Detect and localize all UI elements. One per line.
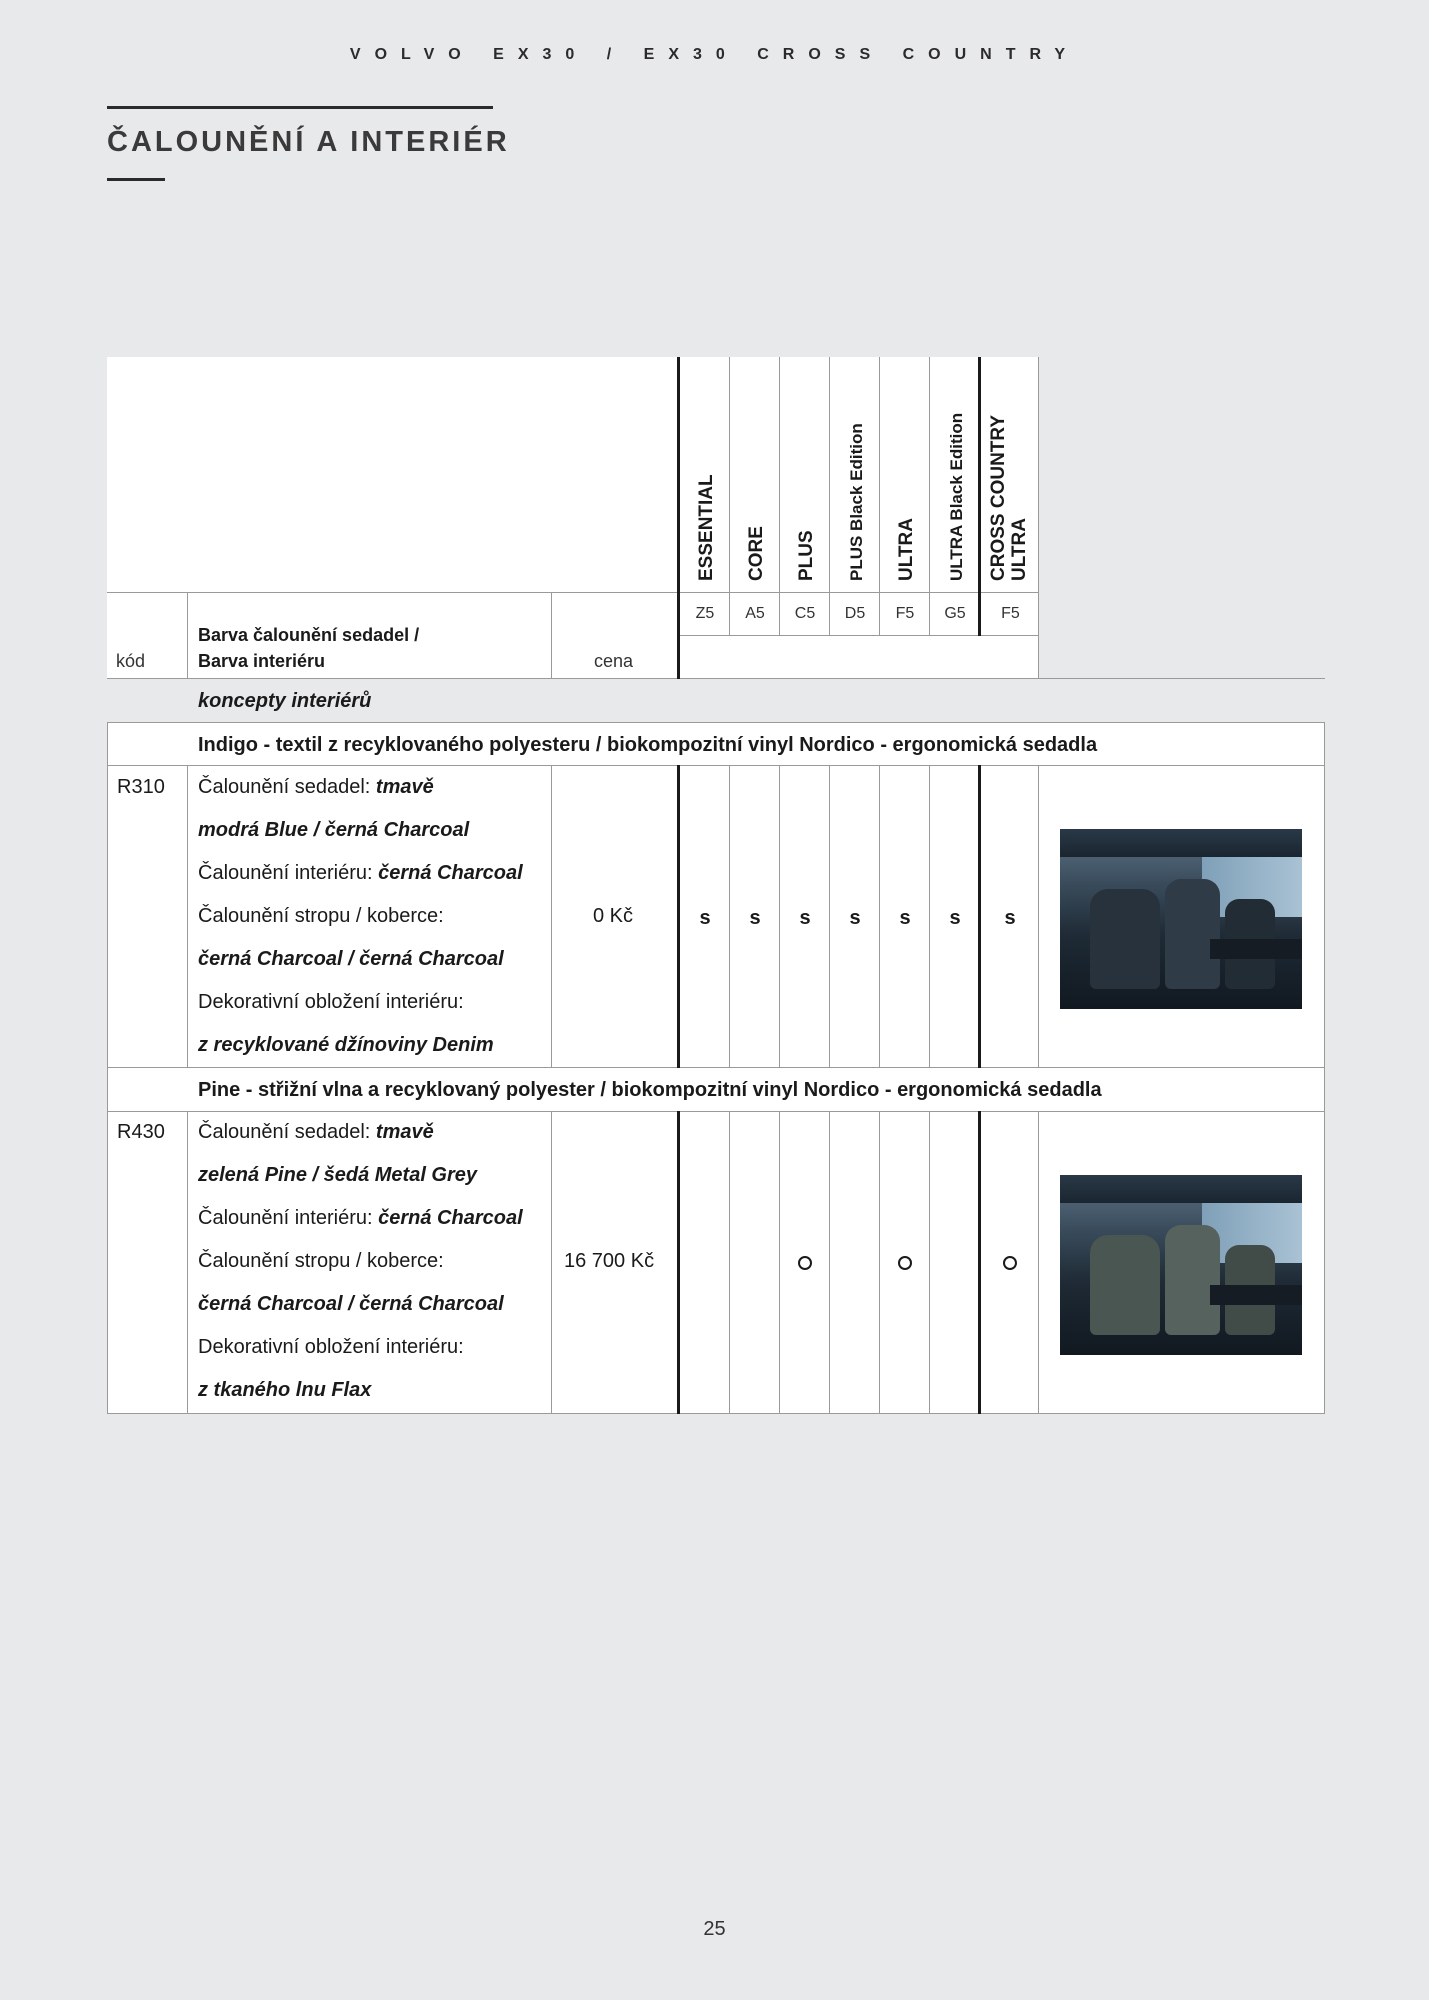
- row-price: 0 Kč: [593, 905, 634, 927]
- standard-mark: s: [949, 907, 961, 929]
- document-header: VOLVO EX30 / EX30 CROSS COUNTRY: [349, 46, 1080, 63]
- description-line: z recyklované džínoviny Denim: [198, 1034, 494, 1056]
- trim-header-ultra: ULTRA: [896, 518, 917, 581]
- trim-header-core: CORE: [746, 526, 767, 581]
- trim-code: D5: [844, 605, 866, 622]
- upholstery-table: [107, 357, 1325, 1414]
- row-code: R310: [117, 776, 165, 798]
- description-line: zelená Pine / šedá Metal Grey: [198, 1164, 478, 1186]
- column-header-code: kód: [116, 651, 146, 671]
- trim-header-plus-black-edition: PLUS Black Edition: [847, 423, 866, 581]
- description-line: černá Charcoal / černá Charcoal: [198, 1293, 504, 1315]
- description-line: černá Charcoal / černá Charcoal: [198, 948, 504, 970]
- section-label: koncepty interiérů: [198, 690, 372, 712]
- description-line: Čalounění sedadel: tmavě: [198, 1121, 434, 1143]
- trim-header-cross-country-ultra: CROSS COUNTRY ULTRA: [987, 414, 1030, 581]
- title-rule-bottom: [107, 178, 165, 181]
- description-line: Čalounění interiéru: černá Charcoal: [198, 1207, 523, 1229]
- standard-mark: s: [799, 907, 811, 929]
- page-title: ČALOUNĚNÍ A INTERIÉR: [107, 126, 510, 158]
- description-line: Dekorativní obložení interiéru:: [198, 1336, 464, 1358]
- standard-mark: s: [1004, 907, 1016, 929]
- optional-mark-circle: [1003, 1256, 1017, 1270]
- trim-code: G5: [944, 605, 966, 622]
- row-title: Indigo - textil z recyklovaného polyesteru / biokompozitní vinyl Nordico - ergonomická sedadla: [198, 734, 1098, 756]
- trim-header-plus: PLUS: [796, 530, 817, 581]
- optional-mark-circle: [798, 1256, 812, 1270]
- standard-mark: s: [699, 907, 711, 929]
- column-header-price: cena: [594, 651, 634, 671]
- row-price: 16 700 Kč: [564, 1250, 655, 1272]
- description-line: Dekorativní obložení interiéru:: [198, 991, 464, 1013]
- description-line: modrá Blue / černá Charcoal: [198, 819, 470, 841]
- trim-code: C5: [794, 605, 816, 622]
- page-number: 25: [703, 1918, 726, 1940]
- description-line: Čalounění stropu / koberce:: [198, 905, 444, 927]
- standard-mark: s: [749, 907, 761, 929]
- trim-code: F5: [1001, 605, 1020, 622]
- trim-code: A5: [745, 605, 765, 622]
- trim-code: Z5: [695, 605, 715, 622]
- standard-mark: s: [849, 907, 861, 929]
- description-line: Čalounění interiéru: černá Charcoal: [198, 862, 523, 884]
- column-header-color-line1: Barva čalounění sedadel /: [198, 625, 420, 645]
- row-title: Pine - střižní vlna a recyklovaný polyester / biokompozitní vinyl Nordico - ergonomická sedadla: [198, 1079, 1102, 1101]
- optional-mark-circle: [898, 1256, 912, 1270]
- standard-mark: s: [899, 907, 911, 929]
- description-line: Čalounění sedadel: tmavě: [198, 776, 434, 798]
- row-code: R430: [117, 1121, 165, 1143]
- column-header-color-line2: Barva interiéru: [198, 651, 326, 671]
- title-rule-top: [107, 106, 493, 109]
- interior-photo-pine: [1060, 1175, 1302, 1355]
- trim-code: F5: [895, 605, 915, 622]
- trim-header-essential: ESSENTIAL: [696, 474, 717, 581]
- trim-header-ultra-black-edition: ULTRA Black Edition: [947, 412, 966, 581]
- interior-photo-indigo: [1060, 829, 1302, 1009]
- description-line: z tkaného lnu Flax: [198, 1379, 372, 1401]
- description-line: Čalounění stropu / koberce:: [198, 1250, 444, 1272]
